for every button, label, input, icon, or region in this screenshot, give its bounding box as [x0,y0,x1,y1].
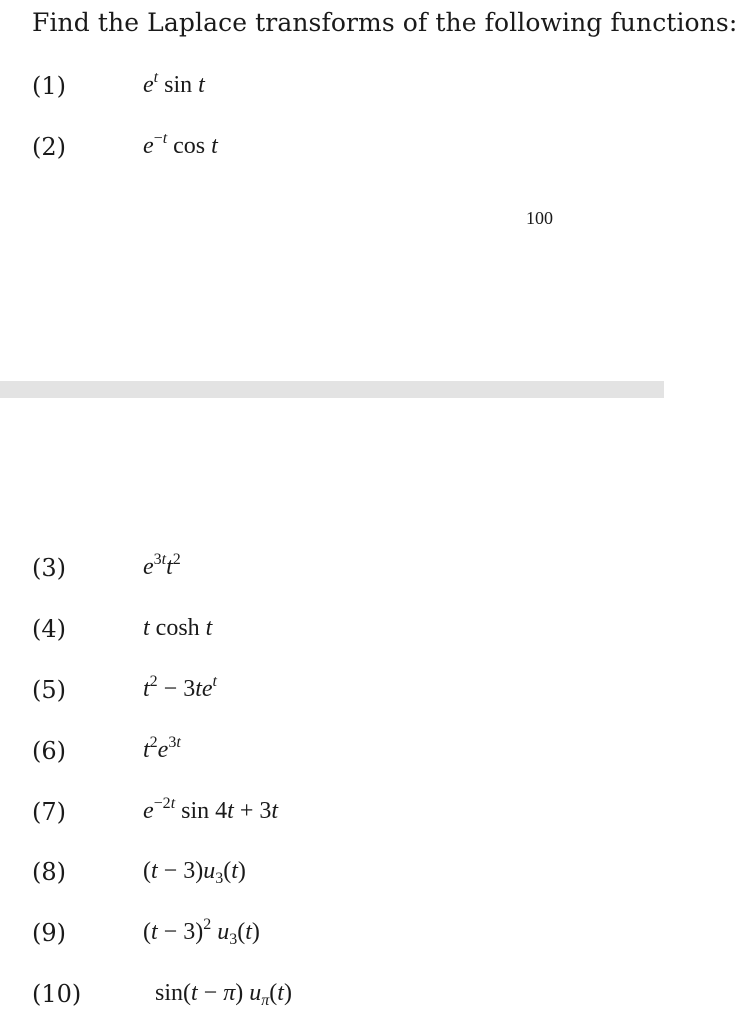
problem-number: (6) [32,737,66,765]
page-number: 100 [526,208,553,228]
problem-function: $e^{3t}t^2$ [143,551,181,580]
problem-function: $e^{-t}$ cos t [143,130,218,159]
problem-item [0,858,664,898]
problem-number: (8) [32,858,66,886]
problem-item [0,734,664,777]
problem-item [0,130,664,173]
problem-item [0,795,664,838]
problem-function: t cosh t [143,615,213,641]
problem-number: (9) [32,919,66,947]
problem-function: sin(t − π) $u_\pi(t)$ [155,980,292,1009]
page-heading: Find the Laplace transforms of the following functions: [32,8,737,37]
problem-item [0,916,664,959]
problem-number: (3) [32,554,66,582]
problem-number: (4) [32,615,66,643]
problem-item [0,980,664,1020]
problem-function: $e^{-2t}$ sin 4t + 3t [143,795,279,824]
problem-item [0,551,664,594]
problem-number: (1) [32,72,66,100]
problem-item [0,69,664,112]
problem-function: $(t - 3)^2$ $u_3(t)$ [143,916,260,948]
problem-number: (10) [32,980,82,1008]
problem-number: (5) [32,676,66,704]
problem-function: $t^2 - 3te^t$ [143,673,217,702]
problem-function: $(t - 3)u_3(t)$ [143,858,246,887]
problem-number: (7) [32,798,66,826]
problem-item [0,673,664,716]
problem-item [0,615,664,655]
problem-function: $t^2e^{3t}$ [143,734,181,763]
problem-function: $e^t$ sin t [143,69,205,98]
page-divider [0,381,664,398]
problem-number: (2) [32,133,66,161]
